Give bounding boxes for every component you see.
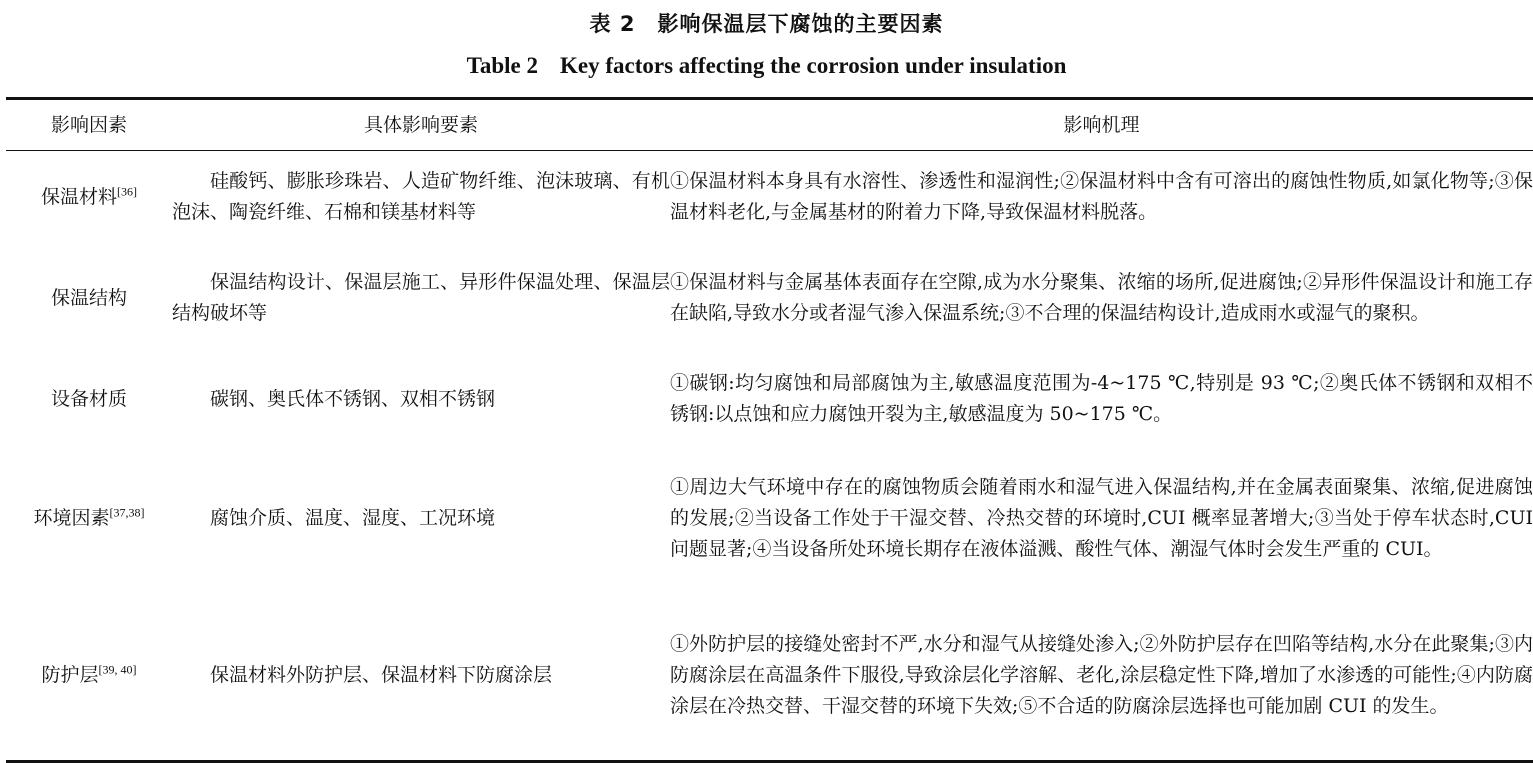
reference-citation: [36] [117, 184, 137, 199]
caption-cn-title: 影响保温层下腐蚀的主要因素 [657, 12, 944, 36]
factors-table [6, 97, 1533, 763]
reference-citation: [39, 40] [98, 662, 137, 677]
header-mechanism: 影响机理 [670, 99, 1533, 151]
factor-cell [6, 243, 172, 353]
mechanism-cell: ①保温材料与金属基体表面存在空隙,成为水分聚集、浓缩的场所,促进腐蚀;②异形件保温设计和施工存在缺陷,导致水分或者湿气渗入保温系统;③不合理的保温结构设计,造成雨水或湿气的聚积。 [670, 271, 1533, 324]
mechanism-cell: ①碳钢:均匀腐蚀和局部腐蚀为主,敏感温度范围为-4~175 ℃,特别是 93 ℃;②奥氏体不锈钢和双相不锈钢:以点蚀和应力腐蚀开裂为主,敏感温度为 50~175 ℃。 [670, 372, 1533, 425]
elements-cell: 腐蚀介质、温度、湿度、工况环境 [210, 506, 496, 529]
table-header-row [6, 99, 1533, 151]
table-row [6, 591, 1533, 762]
reference-citation: [37,38] [109, 505, 145, 520]
mechanism-cell: ①外防护层的接缝处密封不严,水分和湿气从接缝处渗入;②外防护层存在凹陷等结构,水分在此聚集;③内防腐涂层在高温条件下服役,导致涂层化学溶解、老化,涂层稳定性下降,增加了水渗透的可能性;④内防腐涂层在冷热交替、干湿交替的环境下失效;⑤不合适的防腐涂层选择也可能加剧 CUI 的发生。 [670, 591, 1533, 762]
table-caption-en [0, 53, 1533, 79]
table-caption-cn [0, 8, 1533, 38]
caption-en-title: Key factors affecting the corrosion under insulation [559, 53, 1067, 78]
mechanism-cell: ①保温材料本身具有水溶性、渗透性和湿润性;②保温材料中含有可溶出的腐蚀性物质,如氯化物等;③保温材料老化,与金属基材的附着力下降,导致保温材料脱落。 [670, 170, 1533, 223]
factor-label: 保温材料 [40, 185, 117, 208]
table-row [6, 353, 1533, 445]
elements-cell: 硅酸钙、膨胀珍珠岩、人造矿物纤维、泡沫玻璃、有机泡沫、陶瓷纤维、石棉和镁基材料等 [172, 170, 670, 223]
elements-cell: 碳钢、奥氏体不锈钢、双相不锈钢 [210, 387, 496, 410]
factor-cell [6, 151, 172, 244]
caption-en-number: Table 2 [466, 53, 538, 78]
header-elements: 具体影响要素 [172, 99, 670, 151]
header-factor: 影响因素 [6, 99, 172, 151]
factor-label: 环境因素 [33, 506, 110, 529]
factor-label: 设备材质 [50, 387, 127, 410]
factor-label: 防护层 [41, 664, 99, 686]
table-row [6, 243, 1533, 353]
table-row [6, 445, 1533, 591]
factor-cell [6, 353, 172, 445]
mechanism-cell: ①周边大气环境中存在的腐蚀物质会随着雨水和湿气进入保温结构,并在金属表面聚集、浓缩,促进腐蚀的发展;②当设备工作处于干湿交替、冷热交替的环境时,CUI 概率显著增大;③当处于停车状态时,CUI 问题显著;④当设备所处环境长期存在液体溢溅、酸性气体、潮湿气体时会发生严重的 CUI。 [670, 475, 1533, 560]
factor-cell [6, 591, 172, 762]
factor-label: 保温结构 [50, 286, 127, 309]
elements-cell: 保温结构设计、保温层施工、异形件保温处理、保温层结构破坏等 [172, 271, 670, 324]
elements-cell: 保温材料外防护层、保温材料下防腐涂层 [172, 591, 670, 762]
caption-cn-number: 表 2 [589, 12, 636, 36]
table-row [6, 151, 1533, 244]
factor-cell [6, 445, 172, 591]
